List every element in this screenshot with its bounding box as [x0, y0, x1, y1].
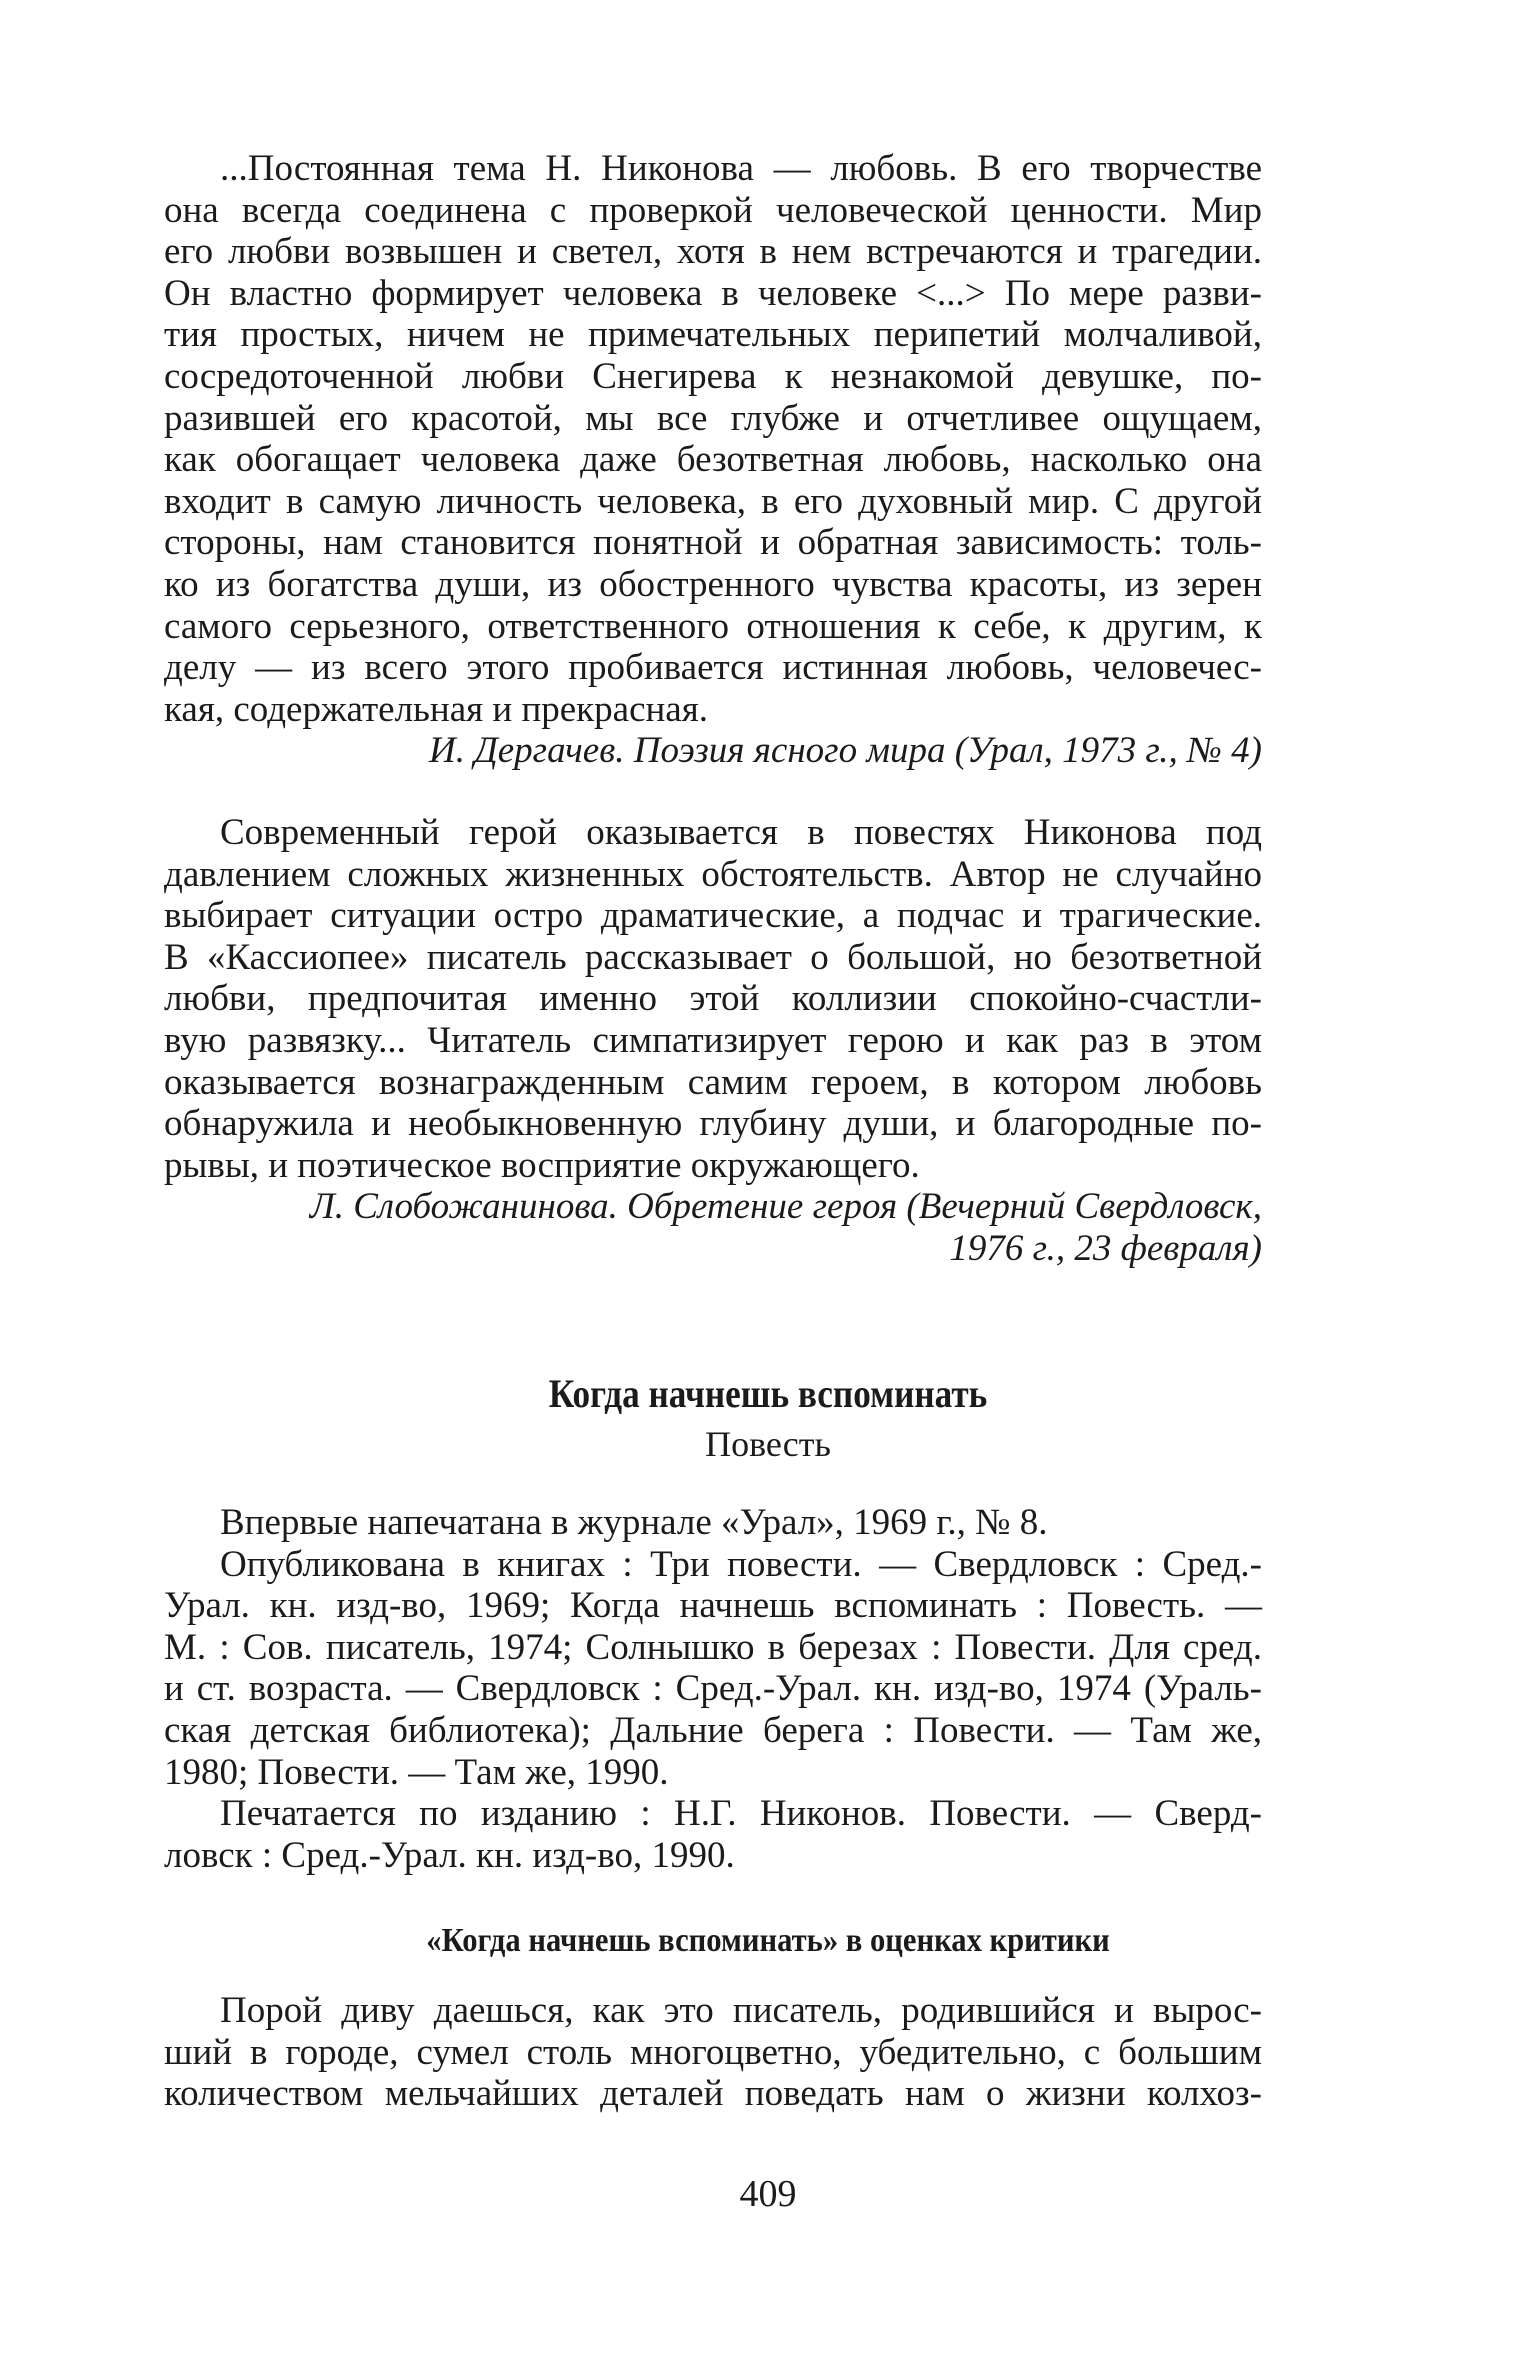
quote-2-line: рывы, и поэтическое восприятие окружающего. [164, 1144, 920, 1186]
quote-2-line: В «Кассиопее» писатель рассказывает о большой, но безответной [164, 936, 1262, 978]
quote-2 [164, 812, 1262, 1270]
publication-line: Впервые напечатана в журнале «Урал», 1969 г., № 8. [220, 1502, 1048, 1543]
quote-1-line: Он властно формирует человека в человеке <...> По мере разви- [164, 272, 1262, 314]
publication-line: Урал. кн. изд-во, 1969; Когда начнешь вспоминать : Повесть. — [164, 1585, 1262, 1627]
quote-1-line: кая, содержательная и прекрасная. [164, 688, 708, 730]
quote-1-line: его любви возвышен и светел, хотя в нем встречаются и трагедии. [164, 231, 1262, 273]
quote-1-citation: И. Дергачев. Поэзия ясного мира (Урал, 1973 г., № 4) [428, 730, 1262, 772]
quote-2-line: выбирает ситуации остро драматические, а подчас и трагические. [164, 895, 1262, 937]
publication-line: М. : Сов. писатель, 1974; Солнышко в березах : Повести. Для сред. [164, 1626, 1262, 1668]
publication-line: ская детская библиотека); Дальние берега : Повести. — Там же, [164, 1709, 1262, 1751]
quote-2-citation: Л. Слобожанинова. Обретение героя (Вечерний Свердловск, [309, 1186, 1262, 1228]
quote-2-line: оказывается вознагражденным самим героем, в котором любовь [164, 1061, 1262, 1103]
publication-line: Опубликована в книгах : Три повести. — Свердловск : Сред.- [220, 1543, 1262, 1585]
work-title: Когда начнешь вспоминать [548, 1371, 988, 1416]
quote-2-line: давлением сложных жизненных обстоятельств. Автор не случайно [164, 853, 1262, 895]
quote-1-line: разившей его красотой, мы все глубже и отчетливее ощущаем, [164, 397, 1262, 439]
quote-1-line: делу — из всего этого пробивается истинная любовь, человечес- [164, 647, 1262, 689]
quote-2-citation: 1976 г., 23 февраля) [949, 1227, 1262, 1269]
quote-1-line: ...Постоянная тема Н. Никонова — любовь. В его творчестве [220, 148, 1262, 189]
publication-line: ловск : Сред.-Урал. кн. изд-во, 1990. [164, 1834, 735, 1876]
criticism-text [164, 1990, 1262, 2115]
quote-2-line: Современный герой оказывается в повестях Никонова под [220, 812, 1262, 853]
quote-1 [164, 148, 1262, 772]
work-genre: Повесть [705, 1424, 831, 1464]
publication-line: и ст. возраста. — Свердловск : Сред.-Урал. кн. изд-во, 1974 (Ураль- [164, 1668, 1262, 1710]
quote-1-line: сосредоточенной любви Снегирева к незнакомой девушке, по- [164, 355, 1262, 397]
quote-1-line: ко из богатства души, из обостренного чувства красоты, из зерен [164, 563, 1262, 605]
quote-2-line: вую развязку... Читатель симпатизирует герою и как раз в этом [164, 1019, 1262, 1061]
criticism-line: ший в городе, сумел столь многоцветно, убедительно, с большим [164, 2031, 1262, 2073]
publication-info [164, 1502, 1262, 1876]
criticism-title: «Когда начнешь вспоминать» в оценках критики [426, 1922, 1110, 1959]
quote-1-line: стороны, нам становится понятной и обратная зависимость: толь- [164, 522, 1262, 564]
publication-line: 1980; Повести. — Там же, 1990. [164, 1751, 669, 1793]
publication-line: Печатается по изданию : Н.Г. Никонов. Повести. — Сверд- [220, 1793, 1262, 1835]
quote-1-line: самого серьезного, ответственного отношения к себе, к другим, к [164, 605, 1262, 647]
page-number: 409 [739, 2173, 797, 2215]
quote-2-line: обнаружила и необыкновенную глубину души, и благородные по- [164, 1103, 1262, 1145]
quote-2-line: любви, предпочитая именно этой коллизии спокойно-счастли- [164, 978, 1262, 1020]
criticism-line: Порой диву даешься, как это писатель, родившийся и вырос- [220, 1990, 1262, 2031]
criticism-line: количеством мельчайших деталей поведать нам о жизни колхоз- [164, 2073, 1262, 2115]
quote-1-line: она всегда соединена с проверкой человеческой ценности. Мир [164, 189, 1262, 231]
quote-1-line: тия простых, ничем не примечательных перипетий молчаливой, [164, 314, 1262, 356]
quote-1-line: входит в самую личность человека, в его духовный мир. С другой [164, 480, 1262, 522]
quote-1-line: как обогащает человека даже безответная любовь, насколько она [164, 439, 1262, 481]
